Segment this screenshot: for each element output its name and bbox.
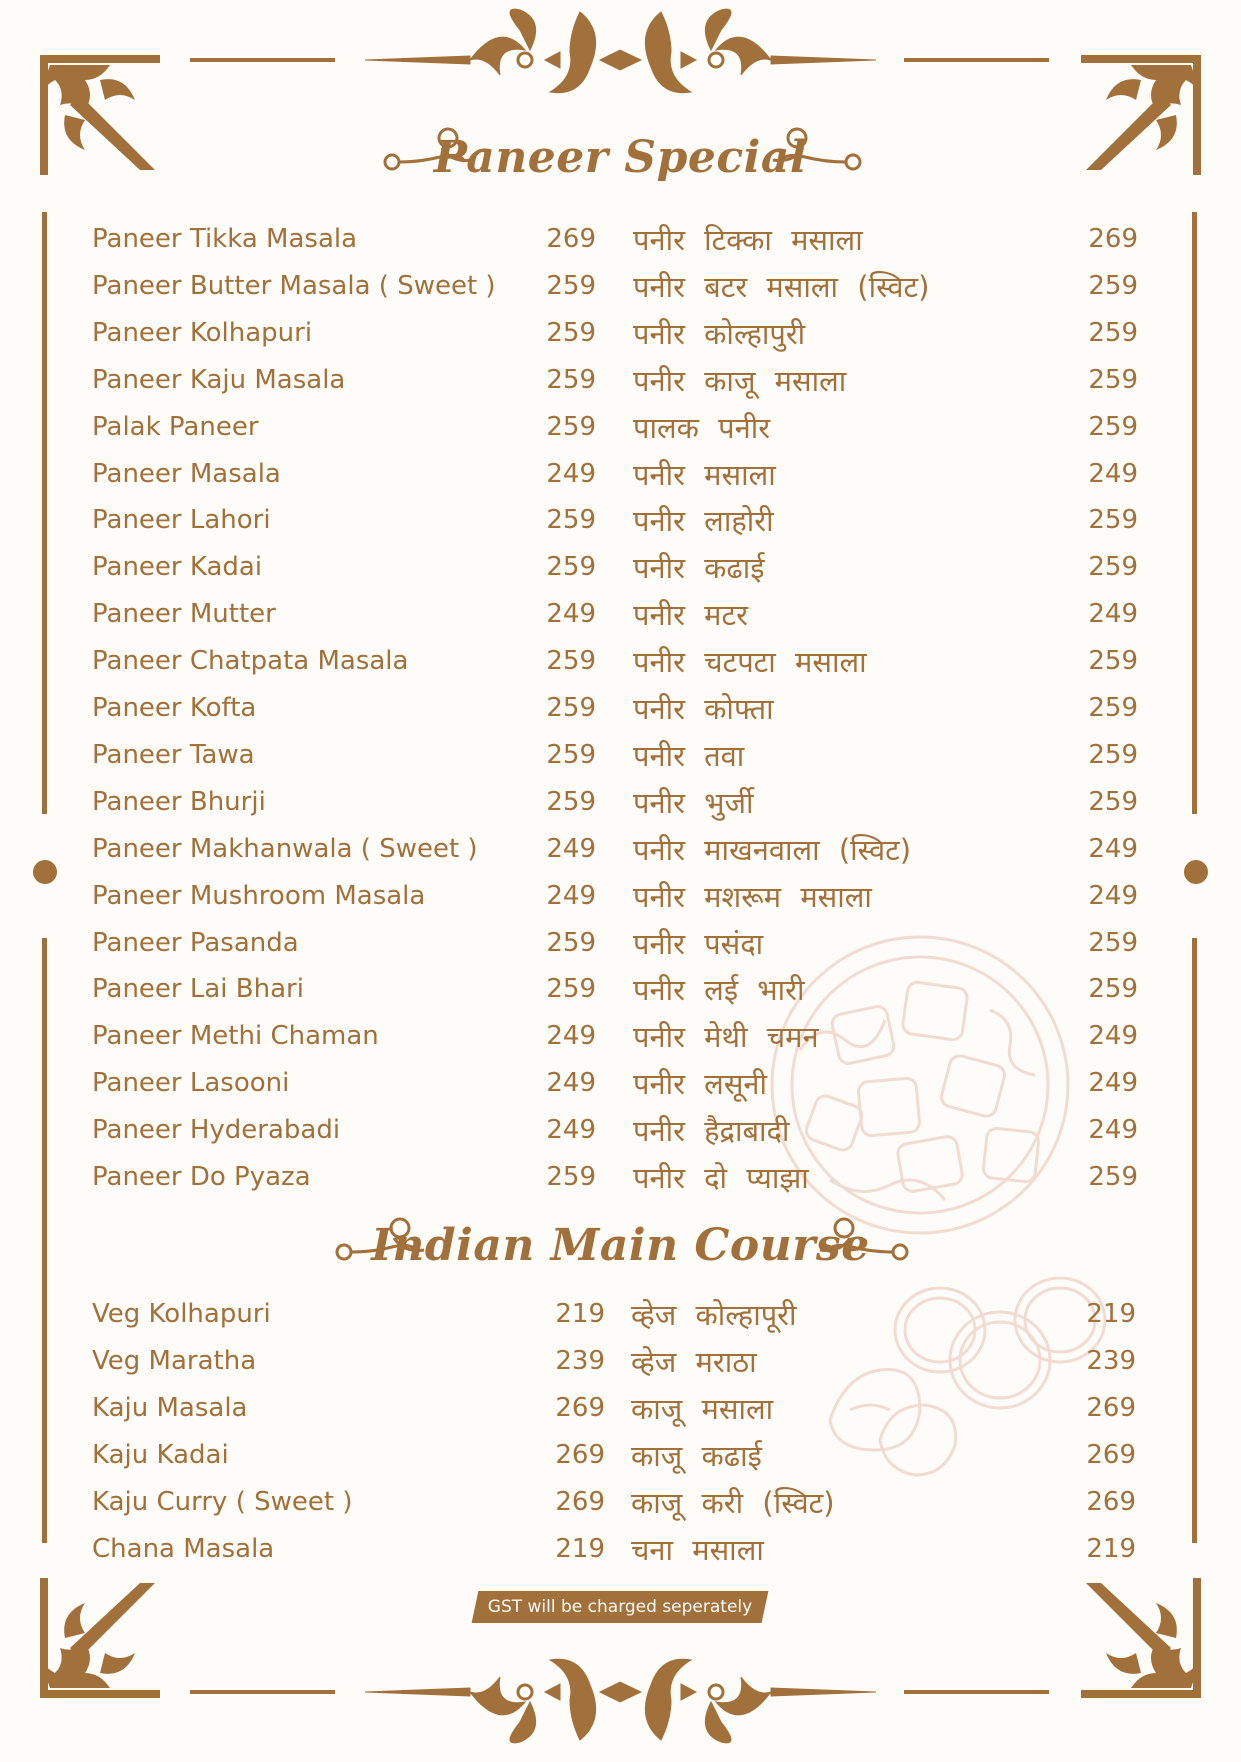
menu-item-price-hindi: 259	[1088, 927, 1138, 958]
menu-item-name-english: Paneer Kofta	[92, 693, 257, 723]
section-title-indian-main-course: Indian Main Course	[371, 1220, 870, 1271]
menu-item-name-english: Paneer Masala	[92, 458, 281, 489]
menu-item-price: 259	[546, 505, 596, 536]
menu-item-name-hindi: व्हेज मराठा	[631, 1344, 757, 1379]
menu-item-price: 259	[546, 270, 596, 301]
menu-item-price: 269	[555, 1439, 605, 1470]
menu-item-name-hindi: पनीर हैद्राबादी	[633, 1114, 790, 1149]
menu-item-row	[0, 1436, 1241, 1483]
menu-item-price-hindi: 269	[1086, 1486, 1136, 1517]
menu-item-name-english: Paneer Tawa	[92, 739, 255, 770]
menu-item-price: 259	[546, 364, 596, 395]
menu-item-row	[0, 267, 1241, 314]
menu-item-price-hindi: 249	[1088, 1068, 1138, 1099]
menu-item-price-hindi: 259	[1088, 364, 1138, 395]
menu-item-name-english: Paneer Tikka Masala	[92, 224, 358, 254]
menu-item-name-hindi: पनीर कढाई	[633, 551, 765, 586]
menu-item-name-hindi: पनीर माखनवाला (स्विट)	[633, 832, 912, 867]
menu-item-name-english: Paneer Do Pyaza	[92, 1162, 311, 1192]
menu-item-price: 269	[546, 224, 596, 254]
menu-item-name-english: Paneer Bhurji	[92, 786, 266, 817]
menu-item-row	[0, 970, 1241, 1017]
menu-item-price-hindi: 249	[1088, 599, 1138, 630]
menu-item-name-english: Palak Paneer	[92, 411, 259, 442]
menu-item-name-english: Paneer Makhanwala ( Sweet )	[92, 833, 478, 864]
menu-item-price: 259	[546, 927, 596, 958]
corner-flourish-icon	[1081, 1578, 1201, 1698]
gst-note-text: GST will be charged seperately	[487, 1597, 753, 1617]
menu-item-name-hindi: पनीर पसंदा	[633, 926, 764, 961]
menu-item-name-english: Paneer Lai Bhari	[92, 974, 304, 1005]
menu-item-price: 259	[546, 1162, 596, 1192]
menu-item-name-english: Paneer Butter Masala ( Sweet )	[92, 270, 496, 301]
menu-item-row	[0, 924, 1241, 971]
menu-item-name-hindi: पनीर लाहोरी	[633, 504, 774, 539]
menu-item-name-hindi: चना मसाला	[631, 1532, 764, 1567]
menu-item-name-english: Kaju Kadai	[92, 1439, 229, 1470]
menu-item-price: 219	[555, 1299, 605, 1329]
menu-item-name-english: Paneer Mushroom Masala	[92, 880, 426, 911]
menu-item-row	[0, 455, 1241, 502]
menu-item-price: 259	[546, 317, 596, 348]
menu-item-row	[0, 501, 1241, 548]
menu-item-name-hindi: पनीर लसूनी	[633, 1067, 768, 1102]
menu-item-price: 259	[546, 552, 596, 583]
menu-item-row	[0, 689, 1241, 736]
menu-item-name-english: Veg Maratha	[92, 1345, 257, 1376]
menu-item-name-hindi: पनीर तवा	[633, 738, 745, 773]
bottom-flourish-icon	[0, 1632, 1241, 1762]
menu-item-name-hindi: काजू कढाई	[631, 1438, 762, 1473]
menu-item-price-hindi: 219	[1086, 1299, 1136, 1329]
menu-item-name-hindi: पनीर कोफ्ता	[633, 692, 774, 726]
corner-flourish-icon	[40, 1578, 160, 1698]
menu-item-price: 249	[546, 599, 596, 630]
menu-item-price-hindi: 259	[1088, 411, 1138, 442]
menu-item-row	[0, 1389, 1241, 1436]
menu-item-name-hindi: पनीर मशरूम मसाला	[633, 879, 872, 914]
menu-item-row	[0, 548, 1241, 595]
menu-item-price: 249	[546, 458, 596, 489]
menu-item-name-hindi: पनीर बटर मसाला (स्विट)	[633, 269, 930, 304]
menu-item-name-english: Paneer Chatpata Masala	[92, 646, 409, 677]
menu-item-price: 259	[546, 646, 596, 677]
menu-item-name-hindi: पनीर टिक्का मसाला	[633, 223, 863, 257]
menu-item-price-hindi: 259	[1088, 646, 1138, 677]
menu-item-name-english: Paneer Kaju Masala	[92, 364, 346, 395]
menu-item-row	[0, 783, 1241, 830]
menu-item-name-english: Paneer Hyderabadi	[92, 1115, 341, 1146]
menu-item-price: 249	[546, 1115, 596, 1146]
menu-item-price-hindi: 249	[1088, 833, 1138, 864]
menu-item-name-english: Kaju Curry ( Sweet )	[92, 1486, 353, 1517]
menu-item-row	[0, 1295, 1241, 1342]
menu-item-price-hindi: 259	[1088, 974, 1138, 1005]
menu-item-price: 239	[555, 1345, 605, 1376]
menu-item-name-hindi: पनीर कोल्हापुरी	[633, 316, 806, 351]
menu-item-name-english: Paneer Lasooni	[92, 1068, 290, 1099]
menu-item-name-hindi: पनीर मसाला	[633, 457, 776, 492]
menu-item-price-hindi: 259	[1088, 693, 1138, 723]
menu-item-name-english: Paneer Methi Chaman	[92, 1021, 379, 1052]
menu-item-price: 259	[546, 739, 596, 770]
menu-item-row	[0, 1158, 1241, 1205]
menu-item-price-hindi: 259	[1088, 270, 1138, 301]
menu-item-row	[0, 1064, 1241, 1111]
menu-item-name-english: Kaju Masala	[92, 1392, 248, 1423]
menu-item-name-english: Paneer Lahori	[92, 505, 271, 536]
menu-item-row	[0, 595, 1241, 642]
menu-item-price-hindi: 239	[1086, 1345, 1136, 1376]
menu-item-price-hindi: 249	[1088, 880, 1138, 911]
menu-item-name-hindi: पनीर भुर्जी	[633, 785, 754, 820]
menu-item-row	[0, 408, 1241, 455]
menu-item-name-hindi: काजू करी (स्विट)	[631, 1485, 835, 1520]
menu-item-name-english: Paneer Pasanda	[92, 927, 299, 958]
menu-item-name-hindi: पनीर चटपटा मसाला	[633, 645, 867, 680]
menu-item-name-english: Paneer Mutter	[92, 599, 276, 630]
menu-item-price: 269	[555, 1392, 605, 1423]
menu-item-name-hindi: पनीर दो प्याझा	[633, 1161, 809, 1195]
menu-item-price-hindi: 259	[1088, 739, 1138, 770]
menu-item-price: 249	[546, 1021, 596, 1052]
menu-item-price-hindi: 219	[1086, 1533, 1136, 1564]
menu-item-price: 249	[546, 880, 596, 911]
menu-item-name-hindi: काजू मसाला	[631, 1391, 774, 1426]
menu-item-price: 259	[546, 786, 596, 817]
menu-item-row	[0, 361, 1241, 408]
menu-item-price: 259	[546, 693, 596, 723]
menu-item-name-hindi: पनीर मेथी चमन	[633, 1020, 819, 1055]
menu-item-row	[0, 314, 1241, 361]
menu-item-name-english: Paneer Kadai	[92, 552, 263, 583]
menu-item-price-hindi: 269	[1088, 224, 1138, 254]
menu-item-row	[0, 830, 1241, 877]
menu-item-price: 269	[555, 1486, 605, 1517]
menu-item-row	[0, 1483, 1241, 1530]
menu-item-price: 259	[546, 974, 596, 1005]
menu-item-price-hindi: 259	[1088, 552, 1138, 583]
menu-item-row	[0, 877, 1241, 924]
menu-item-row	[0, 1530, 1241, 1577]
menu-item-price-hindi: 259	[1088, 505, 1138, 536]
menu-item-name-hindi: पालक पनीर	[633, 410, 771, 445]
menu-item-price: 259	[546, 411, 596, 442]
menu-item-price: 249	[546, 833, 596, 864]
menu-item-name-english: Paneer Kolhapuri	[92, 317, 313, 348]
menu-item-row	[0, 220, 1241, 267]
menu-item-name-english: Veg Kolhapuri	[92, 1299, 271, 1329]
menu-item-price-hindi: 249	[1088, 458, 1138, 489]
menu-item-row	[0, 642, 1241, 689]
menu-item-price: 249	[546, 1068, 596, 1099]
menu-item-name-hindi: व्हेज कोल्हापूरी	[631, 1298, 797, 1332]
menu-item-row	[0, 1017, 1241, 1064]
menu-item-price-hindi: 269	[1086, 1439, 1136, 1470]
menu-item-price: 219	[555, 1533, 605, 1564]
menu-item-price-hindi: 269	[1086, 1392, 1136, 1423]
menu-item-row	[0, 1111, 1241, 1158]
menu-item-name-english: Chana Masala	[92, 1533, 275, 1564]
top-flourish-icon	[0, 0, 1241, 130]
menu-item-row	[0, 736, 1241, 783]
menu-item-price-hindi: 249	[1088, 1021, 1138, 1052]
menu-item-price-hindi: 249	[1088, 1115, 1138, 1146]
menu-item-name-hindi: पनीर लई भारी	[633, 973, 805, 1008]
menu-item-price-hindi: 259	[1088, 317, 1138, 348]
menu-item-name-hindi: पनीर काजू मसाला	[633, 363, 847, 398]
menu-item-price-hindi: 259	[1088, 786, 1138, 817]
menu-item-name-hindi: पनीर मटर	[633, 598, 748, 633]
section-title-paneer-special: Paneer Special	[433, 132, 808, 183]
menu-item-row	[0, 1342, 1241, 1389]
menu-item-price-hindi: 259	[1088, 1162, 1138, 1192]
